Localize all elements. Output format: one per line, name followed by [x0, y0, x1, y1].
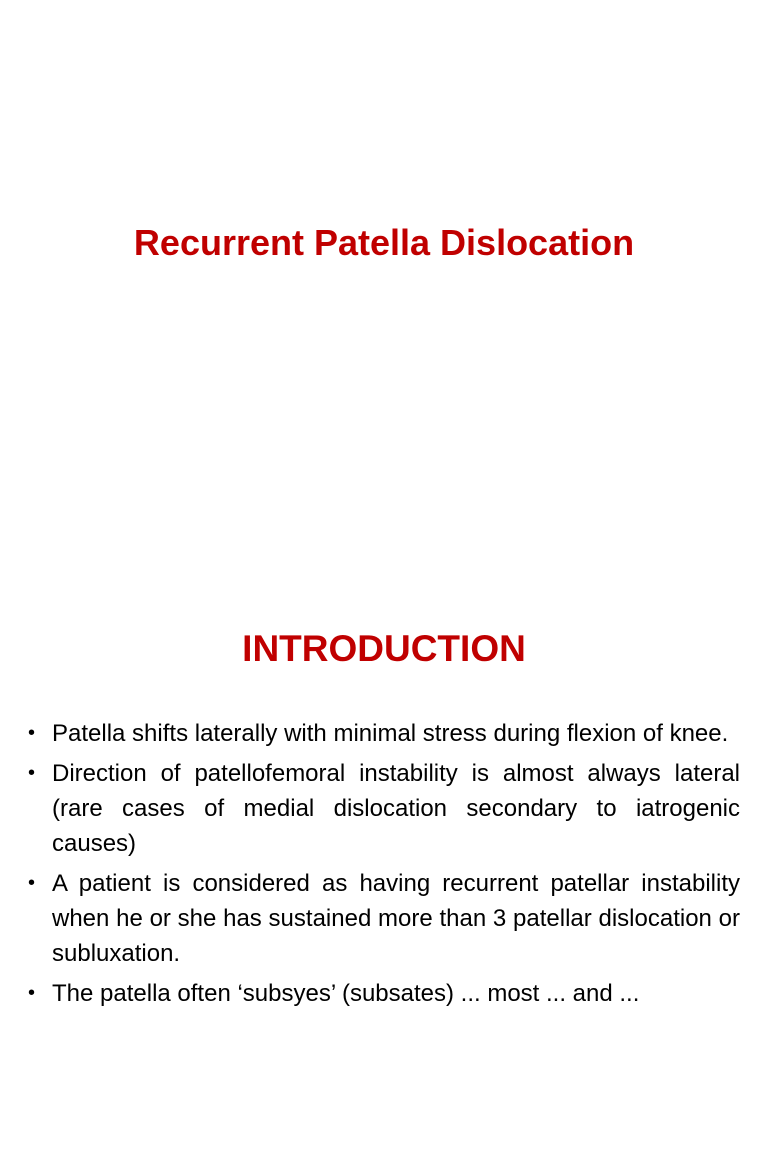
- bullet-icon: •: [28, 872, 36, 894]
- bullet-item: [28, 976, 740, 1011]
- bullet-text: Patella shifts laterally with minimal stress during flexion of knee.: [52, 720, 729, 747]
- slide-introduction: [0, 576, 768, 1152]
- presentation-title: Recurrent Patella Dislocation: [133, 222, 635, 263]
- bullet-icon: •: [28, 722, 36, 744]
- bullet-text: A patient is considered as having recurrent patellar instability when he or she has sustained more than 3 patellar dislocation or subluxation.: [52, 870, 740, 967]
- bullet-item: [28, 756, 740, 861]
- section-heading: INTRODUCTION: [242, 628, 526, 669]
- bullet-icon: •: [28, 982, 36, 1004]
- bullet-text: Direction of patellofemoral instability is almost always lateral (rare cases of medial dislocation secondary to iatrogenic causes): [52, 760, 740, 857]
- bullet-icon: •: [28, 762, 36, 784]
- bullet-list: [28, 716, 740, 1016]
- bullet-text: The patella often ‘subsyes’ (subsates) ... most ... and ...: [52, 980, 640, 1007]
- bullet-item: [28, 716, 740, 751]
- bullet-item: [28, 866, 740, 971]
